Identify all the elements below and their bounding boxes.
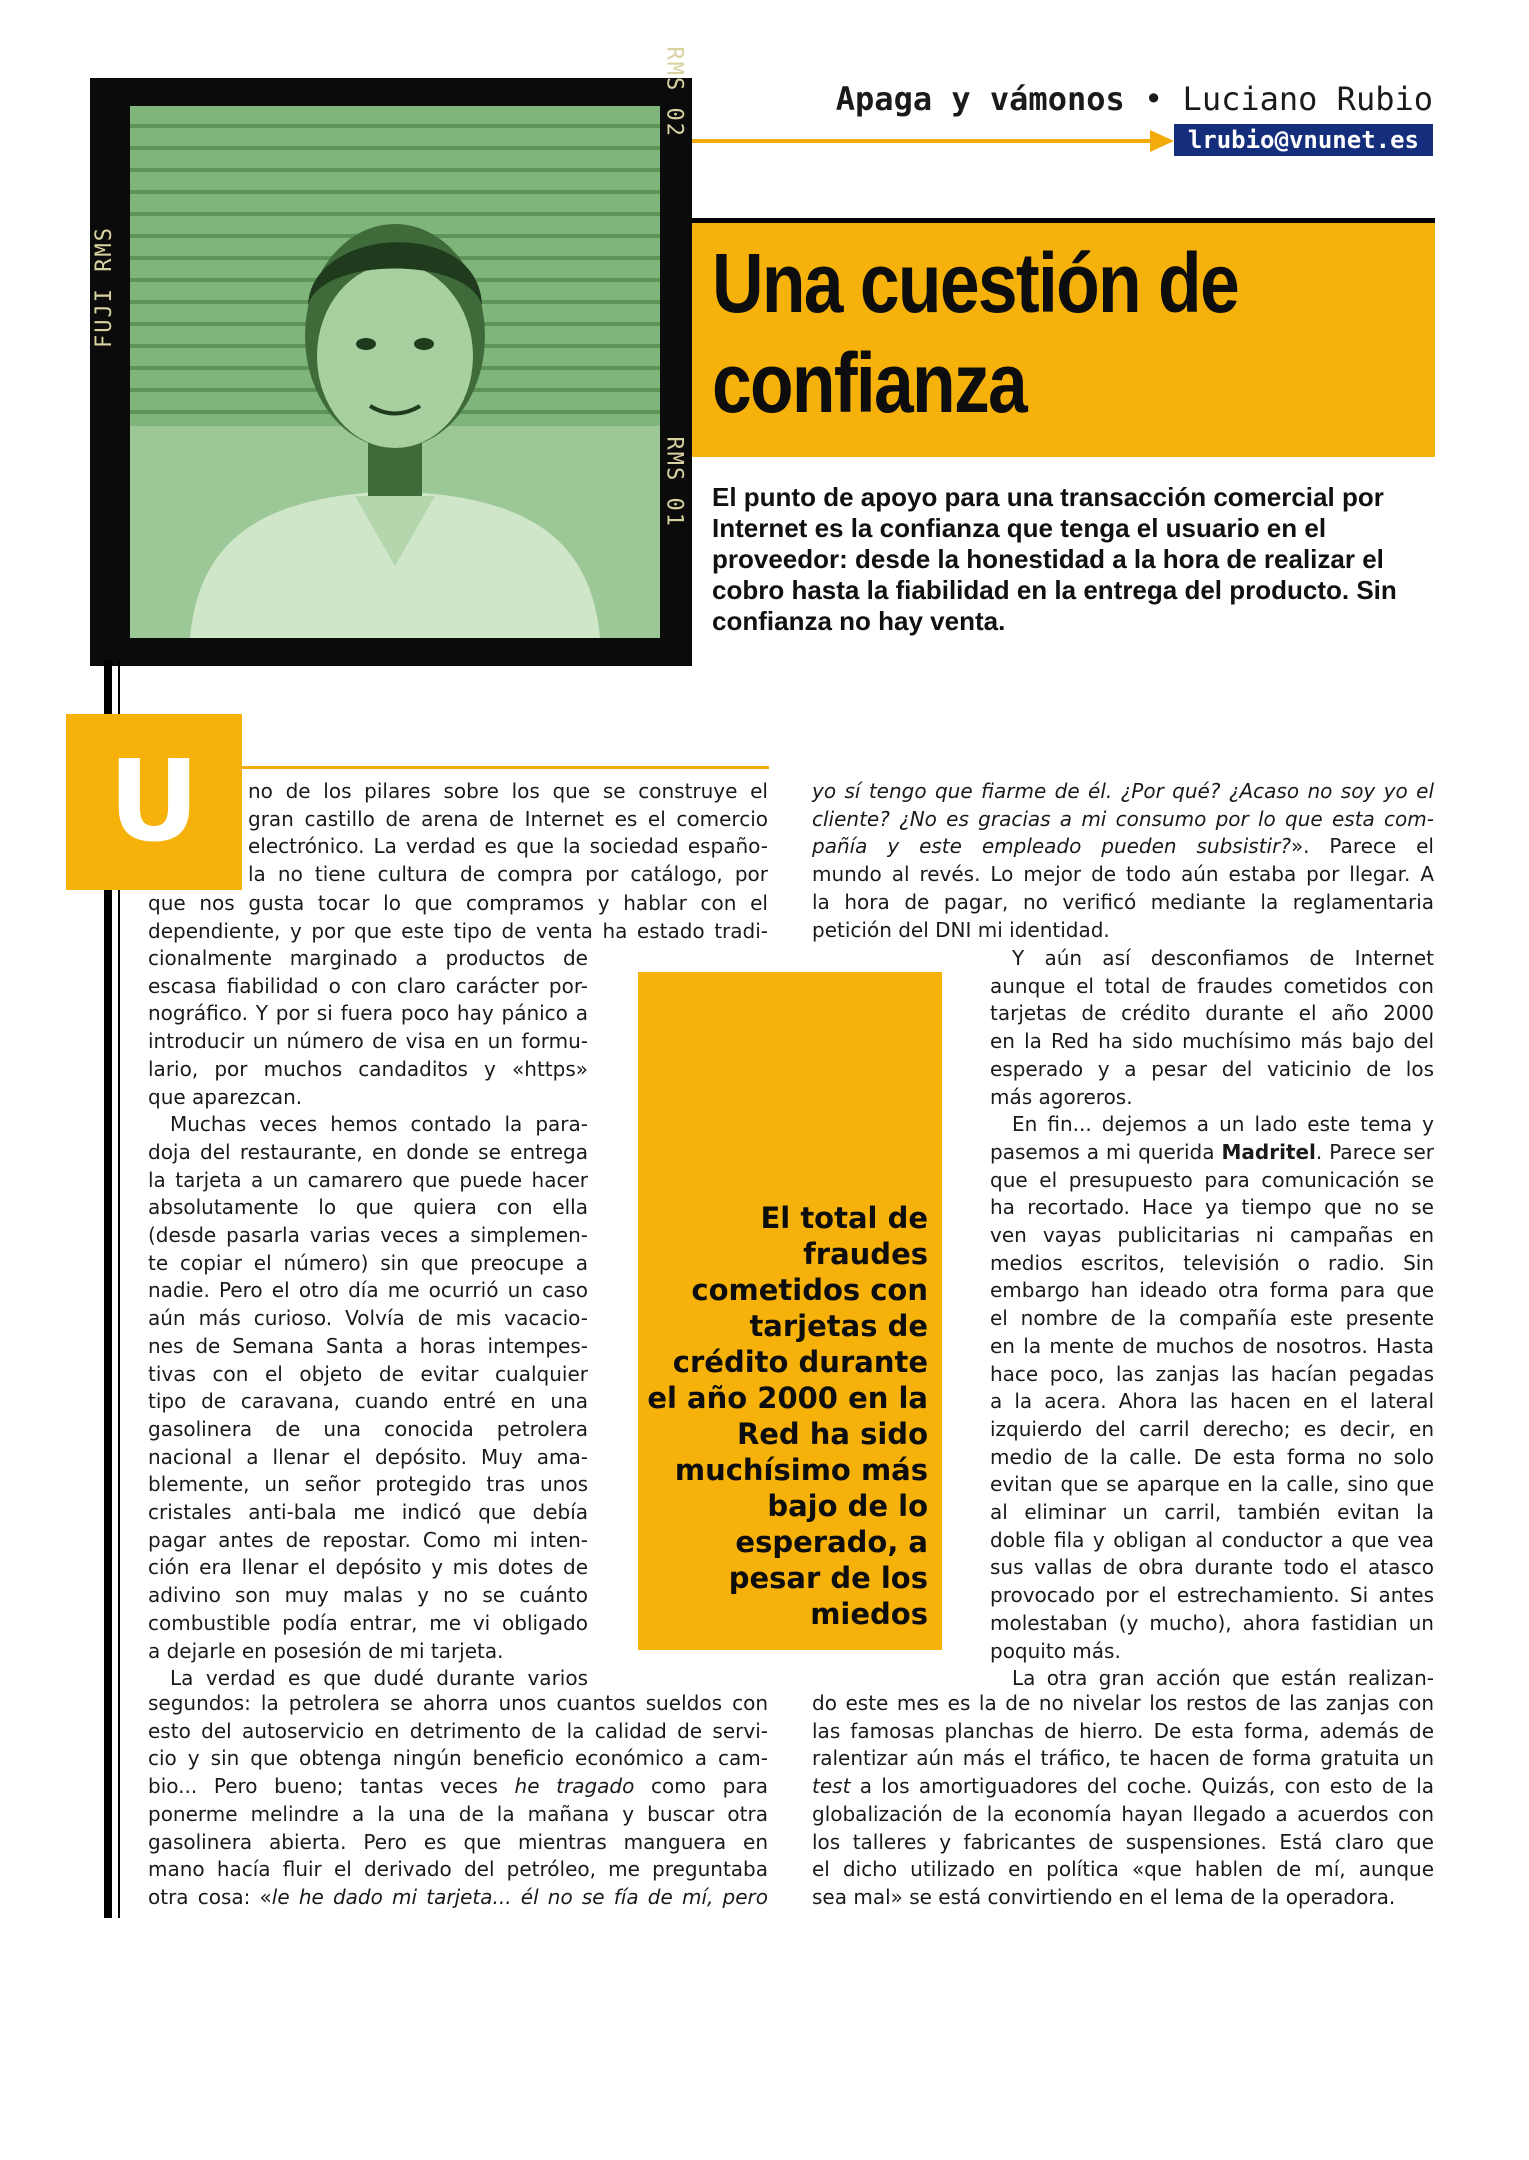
text-fragment-italic: he tragado: [514, 1774, 635, 1799]
author-photo: [130, 106, 660, 638]
text-line: a dejarle en posesión de mi tarjeta.: [148, 1638, 504, 1663]
author-portrait-image: [130, 106, 660, 638]
text-line: Y aún así desconfiamos de Internet: [1012, 946, 1434, 970]
text-line: blemente, un señor protegido tras unos: [148, 1472, 588, 1497]
text-line: [148, 1773, 768, 1801]
text-line: provocado por el estrechamiento. Si antes: [990, 1583, 1434, 1608]
text-fragment: bio... Pero bueno; tantas veces: [148, 1774, 498, 1799]
column1-intro: [248, 778, 768, 889]
text-line: molestaban (y mucho), ahora fastidian un: [990, 1610, 1434, 1635]
text-line: esperado y a pesar del vaticinio de los: [990, 1056, 1434, 1081]
text-fragment: a los amortiguadores del coche. Quizás, con esto de la: [859, 1774, 1435, 1799]
text-line: tipo de caravana, cuando entré en una: [148, 1389, 588, 1414]
text-line: escasa fiabilidad o con claro carácter por-: [148, 973, 588, 998]
text-line: doble fila y obligan al conductor a que vea: [990, 1527, 1434, 1552]
text-line: embargo han ideado otra forma para que: [990, 1278, 1434, 1303]
text-line: yo sí tengo que fiarme de él. ¿Por qué? ¿Acaso no soy yo el: [812, 779, 1434, 803]
header-arrow-line: [690, 139, 1170, 143]
column1-narrow: [148, 945, 588, 1693]
author-email[interactable]: lrubio@vnunet.es: [1174, 124, 1433, 156]
column2-bottom: [812, 1690, 1434, 1912]
text-line: izquierdo del carril derecho; es decir, en: [990, 1416, 1434, 1441]
text-line: al eliminar un carril, también evitan la: [990, 1500, 1434, 1525]
text-line: que nos gusta tocar lo que compramos y hablar con el: [148, 891, 768, 915]
text-line: aún más curioso. Volvía de mis vacacio-: [148, 1306, 588, 1331]
text-line: cristales anti-bala me indicó que debía: [148, 1500, 588, 1525]
column1-bottom: [148, 1690, 768, 1912]
text-line: el dicho utilizado en política «que hablen de mí, aunque: [812, 1857, 1434, 1882]
text-line: [148, 1884, 768, 1912]
text-line: en la mente de muchos de nosotros. Hasta: [990, 1333, 1434, 1358]
pull-quote-box: [638, 972, 942, 1650]
text-fragment: como para: [651, 1774, 769, 1799]
text-fragment-bold: Madritel: [1221, 1139, 1316, 1164]
text-line: ralentizar aún más el tráfico, te hacen de forma gratuita un: [812, 1746, 1434, 1771]
article-title-line2: confianza: [712, 336, 1026, 430]
text-line: [990, 1139, 1434, 1167]
pull-quote: El total de fraudes cometidos con tarjetas de crédito durante el año 2000 en la Red ha sido muchísimo más bajo de lo esperado, a pesar de los miedos: [647, 1201, 928, 1631]
text-line: ponerme melindre a la una de la mañana y buscar otra: [148, 1801, 768, 1826]
text-line: sus vallas de obra durante todo el atasco: [990, 1555, 1434, 1580]
text-fragment: ». Parece el: [1290, 834, 1434, 859]
text-line: dependiente, y por que este tipo de venta ha estado tradi-: [148, 918, 768, 943]
text-line: aunque el total de fraudes cometidos con: [990, 973, 1434, 998]
text-line: poquito más.: [990, 1638, 1121, 1663]
text-line: que aparezcan.: [148, 1084, 303, 1109]
text-line: mundo al revés. Lo mejor de todo aún estaba por llegar. A: [812, 862, 1434, 887]
text-line: nes de Semana Santa a horas intempes-: [148, 1333, 588, 1358]
section-name: Apaga y vámonos: [835, 80, 1125, 118]
text-line: evitan que se aparque en la calle, sino que: [990, 1472, 1434, 1497]
article-title: [712, 233, 1443, 433]
text-line: introducir un número de visa en un formu-: [148, 1029, 588, 1054]
text-line: esto del autoservicio en detrimento de la calidad de servi-: [148, 1718, 768, 1743]
text-line: nadie. Pero el otro día me ocurrió un caso: [148, 1278, 588, 1303]
text-line: La otra gran acción que están realizan-: [1012, 1666, 1434, 1691]
drop-cap: U: [66, 714, 242, 890]
text-line: absolutamente lo que quiera con ella: [148, 1195, 588, 1220]
text-line: cio y sin que obtenga ningún beneficio económico a cam-: [148, 1746, 768, 1771]
column-top-rule: [242, 766, 769, 769]
header-separator: •: [1144, 80, 1164, 118]
article-title-line1: Una cuestión de: [712, 236, 1238, 330]
text-line: electrónico. La verdad es que la sociedad españo-: [248, 834, 768, 859]
text-line: en la Red ha sido muchísimo más bajo del: [990, 1029, 1434, 1054]
text-line: ven vayas publicitarias ni campañas en: [990, 1223, 1434, 1248]
text-line: pagar antes de repostar. Como mi inten-: [148, 1527, 588, 1552]
title-block: [692, 223, 1435, 457]
text-line: más agoreros.: [990, 1084, 1133, 1109]
text-line: los talleres y fabricantes de suspensiones. Está claro que: [812, 1829, 1434, 1854]
article-lead: El punto de apoyo para una transacción comercial por Internet es la confianza que tenga el usuario en el proveedor: desde la honestidad a la hora de realizar el cobro hasta la fiabilidad en la entrega del producto. Sin confianza no hay venta.: [712, 482, 1397, 636]
text-line: que el presupuesto para comunicación se: [990, 1167, 1434, 1192]
text-fragment-italic: le he dado mi tarjeta... él no se fía de mí, pero: [271, 1884, 769, 1909]
text-line: lario, por muchos candaditos y «https»: [148, 1056, 588, 1081]
text-line: la hora de pagar, no verificó mediante la reglamentaria: [812, 889, 1434, 914]
text-fragment: . Parece ser: [1315, 1139, 1435, 1164]
text-line: gasolinera abierta. Pero es que mientras manguera en: [148, 1829, 768, 1854]
text-line: a la acera. Ahora las hacen en el lateral: [990, 1389, 1434, 1414]
author-photo-frame: [90, 46, 692, 666]
text-line: nacional a llenar el depósito. Muy ama-: [148, 1444, 588, 1469]
text-line: las famosas planchas de hierro. De esta forma, además de: [812, 1718, 1434, 1743]
text-line: petición del DNI mi identidad.: [812, 917, 1110, 942]
text-fragment: otra cosa: «: [148, 1884, 272, 1909]
text-line: ción era llenar el depósito y mis dotes de: [148, 1555, 588, 1580]
text-line: la no tiene cultura de compra por catálogo, por: [248, 862, 768, 887]
text-line: te copiar el número) sin que preocupe a: [148, 1250, 588, 1275]
text-line: no de los pilares sobre los que se construye el: [248, 779, 768, 803]
text-line: segundos: la petrolera se ahorra unos cuantos sueldos con: [148, 1691, 768, 1715]
text-line: En fin... dejemos a un lado este tema y: [1012, 1112, 1434, 1137]
arrow-right-icon: [1150, 128, 1176, 154]
film-edge-label-bottom: RMS 01: [661, 436, 686, 528]
text-line: tivas con el objeto de evitar cualquier: [148, 1361, 588, 1386]
text-line: cliente? ¿No es gracias a mi consumo por lo que esta com-: [812, 806, 1434, 831]
text-line: (desde pasarla varias veces a simplemen-: [148, 1223, 588, 1248]
column1-full-width: [148, 890, 768, 945]
text-line: medios escritos, televisión o radio. Sin: [990, 1250, 1434, 1275]
section-header: [836, 80, 1433, 118]
text-fragment: pasemos a mi querida: [990, 1139, 1215, 1164]
text-line: mano hacía fluir el derivado del petróleo, me preguntaba: [148, 1857, 768, 1882]
text-fragment-italic: pañía y este empleado pueden subsistir?: [812, 834, 1291, 859]
text-line: la tarjeta a un camarero que puede hacer: [148, 1167, 588, 1192]
film-edge-label-top: RMS 02: [661, 46, 686, 138]
column2-top: [812, 778, 1434, 944]
text-line: cionalmente marginado a productos de: [148, 946, 588, 970]
author-name: Luciano Rubio: [1182, 80, 1433, 118]
text-line: gasolinera de una conocida petrolera: [148, 1416, 588, 1441]
text-line: Muchas veces hemos contado la para-: [170, 1112, 588, 1137]
text-fragment-italic: test: [812, 1774, 851, 1799]
text-line: ha recortado. Hace ya tiempo que no se: [990, 1195, 1434, 1220]
text-line: [812, 833, 1434, 861]
film-edge-label-left: FUJI RMS: [92, 226, 117, 348]
text-line: doja del restaurante, en donde se entrega: [148, 1139, 588, 1164]
text-line: medio de la calle. De esta forma no solo: [990, 1444, 1434, 1469]
text-line: adivino son muy malas y no se cuánto: [148, 1583, 588, 1608]
column2-narrow: [990, 945, 1434, 1693]
text-line: [812, 1773, 1434, 1801]
text-line: combustible podía entrar, me vi obligado: [148, 1610, 588, 1635]
text-line: sea mal» se está convirtiendo en el lema de la operadora.: [812, 1884, 1396, 1909]
text-line: gran castillo de arena de Internet es el comercio: [248, 806, 768, 831]
text-line: globalización de la economía hayan llegado a acuerdos con: [812, 1801, 1434, 1826]
text-line: nográfico. Y por si fuera poco hay pánico a: [148, 1001, 588, 1026]
text-line: el nombre de la compañía este presente: [990, 1306, 1434, 1331]
text-line: do este mes es la de no nivelar los restos de las zanjas con: [812, 1691, 1434, 1715]
text-line: hace poco, las zanjas las hacían pegadas: [990, 1361, 1434, 1386]
text-line: La verdad es que dudé durante varios: [170, 1666, 588, 1691]
text-line: tarjetas de crédito durante el año 2000: [990, 1001, 1434, 1026]
